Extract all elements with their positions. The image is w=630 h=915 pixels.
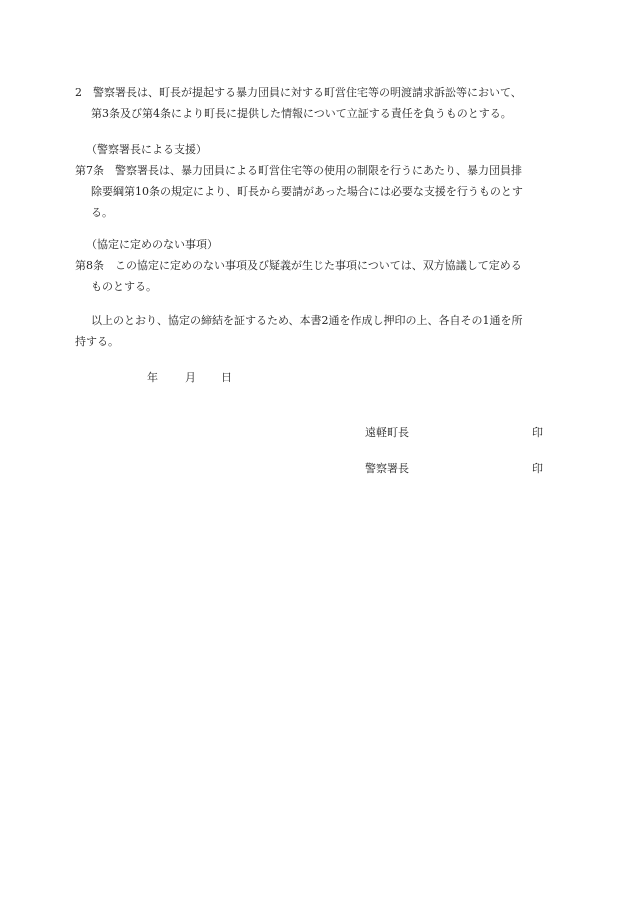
signature-mayor xyxy=(365,422,555,443)
article-7-line-2: 除要綱第10条の規定により、町長から要請があった場合には必要な支援を行うものとす xyxy=(91,185,523,198)
closing-line-1: 以上のとおり、協定の締結を証するため、本書2通を作成し押印の上、各自その1通を所 xyxy=(91,314,523,327)
article-7-line-1: 第7条 警察署長は、暴力団員による町営住宅等の使用の制限を行うにあたり、暴力団員排 xyxy=(75,164,522,177)
article-7-line-3: る。 xyxy=(91,206,113,219)
article-8-line-2: ものとする。 xyxy=(91,280,157,293)
article-8 xyxy=(75,234,565,297)
article-7 xyxy=(75,139,565,223)
signature-title: 遠軽町長 xyxy=(365,426,409,439)
seal-mark: 印 xyxy=(532,462,543,475)
paragraph-2-line-2: 第3条及び第4条により町長に提供した情報について立証する責任を負うものとする。 xyxy=(91,107,512,120)
closing-line-2: 持する。 xyxy=(75,335,119,348)
date-day: 日 xyxy=(221,371,232,384)
date-month: 月 xyxy=(185,371,196,384)
signature-title: 警察署長 xyxy=(365,462,409,475)
signature-police-chief xyxy=(365,458,555,479)
article-8-line-1: 第8条 この協定に定めのない事項及び疑義が生じた事項については、双方協議して定める xyxy=(75,259,522,272)
paragraph-2-line-1: 2 警察署長は、町長が提起する暴力団員に対する町営住宅等の明渡請求訴訟等において、 xyxy=(75,86,522,99)
paragraph-2 xyxy=(75,82,565,124)
seal-mark: 印 xyxy=(532,426,543,439)
article-8-heading: （協定に定めのない事項） xyxy=(86,238,218,251)
closing-paragraph xyxy=(75,310,565,352)
date-year: 年 xyxy=(147,371,158,384)
article-7-heading: （警察署長による支援） xyxy=(86,143,207,156)
